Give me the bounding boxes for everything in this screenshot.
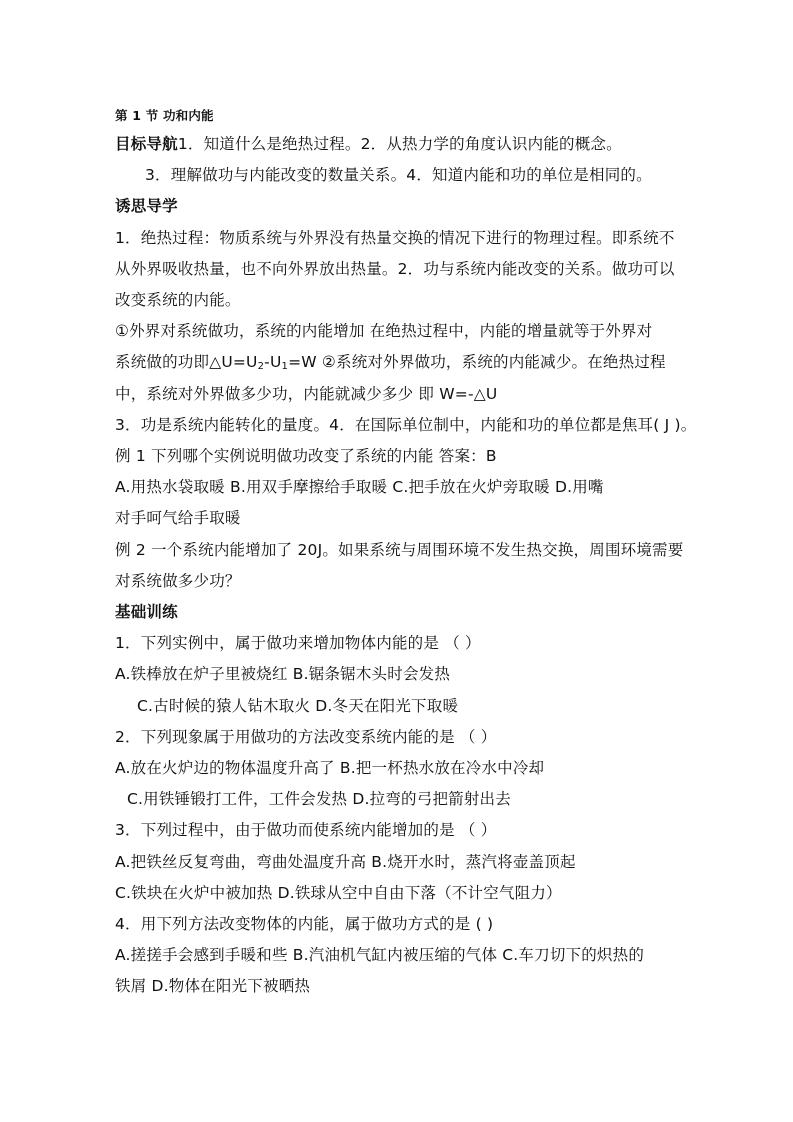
example-2-line-2: 对系统做多少功？ bbox=[115, 571, 241, 590]
goals-line-1 bbox=[115, 129, 685, 160]
question-4-options-line-2: 铁屑 D.物体在阳光下被晒热 bbox=[115, 977, 311, 996]
guide-heading: 诱思导学 bbox=[115, 197, 178, 216]
formula-part-c: =W ②系统对外界做功，系统的内能减少。在绝热过程 bbox=[288, 353, 666, 372]
goals-line-2: 3．理解做功与内能改变的数量关系。4．知道内能和功的单位是相同的。 bbox=[145, 166, 652, 185]
question-3-options-ab: A.把铁丝反复弯曲，弯曲处温度升高 B.烧开水时，蒸汽将壶盖顶起 bbox=[115, 852, 576, 871]
training-heading: 基础训练 bbox=[115, 603, 178, 622]
guide-paragraph-1-line-3: 改变系统的内能。 bbox=[115, 291, 241, 310]
question-3-options-cd: C.铁块在火炉中被加热 D.铁球从空中自由下落（不计空气阻力） bbox=[115, 883, 562, 902]
formula-subscript-1: 1 bbox=[281, 361, 289, 373]
guide-paragraph-2-line-1: ①外界对系统做功，系统的内能增加 在绝热过程中，内能的增量就等于外界对 bbox=[115, 322, 653, 341]
question-3: 3．下列过程中，由于做功而使系统内能增加的是 （ ） bbox=[115, 821, 497, 840]
section-title: 第 1 节 功和内能 bbox=[115, 108, 214, 123]
guide-paragraph-3: 3．功是系统内能转化的量度。4．在国际单位制中，内能和功的单位都是焦耳( J )。 bbox=[115, 415, 697, 434]
example-1-options-line-2: 对手呵气给手取暖 bbox=[115, 509, 241, 528]
question-1-options-cd: C.古时候的猿人钻木取火 D.冬天在阳光下取暖 bbox=[137, 696, 459, 715]
goals-text-1: 1．知道什么是绝热过程。2．从热力学的角度认识内能的概念。 bbox=[177, 135, 622, 153]
guide-paragraph-2-line-3: 中，系统对外界做多少功，内能就减少多少 即 W=-△U bbox=[115, 384, 498, 403]
document-content bbox=[115, 103, 697, 1003]
question-2: 2．下列现象属于用做功的方法改变系统内能的是 （ ） bbox=[115, 727, 497, 746]
question-1-options-ab: A.铁棒放在炉子里被烧红 B.锯条锯木头时会发热 bbox=[115, 665, 451, 684]
example-1-question: 例 1 下列哪个实例说明做功改变了系统的内能 答案：B bbox=[115, 447, 497, 466]
formula-part-b: -U bbox=[264, 353, 282, 372]
question-2-options-cd: C.用铁锤锻打工件，工件会发热 D.拉弯的弓把箭射出去 bbox=[127, 790, 511, 809]
guide-paragraph-1-line-2: 从外界吸收热量，也不向外界放出热量。2．功与系统内能改变的关系。做功可以 bbox=[115, 259, 675, 278]
question-2-options-ab: A.放在火炉边的物体温度升高了 B.把一杯热水放在冷水中冷却 bbox=[115, 759, 545, 778]
formula-part-a: 系统做的功即△U=U bbox=[115, 353, 258, 372]
question-4: 4．用下列方法改变物体的内能，属于做功方式的是 ( ) bbox=[115, 915, 494, 934]
example-1-options-line-1: A.用热水袋取暖 B.用双手摩擦给手取暖 C.把手放在火炉旁取暖 D.用嘴 bbox=[115, 478, 604, 497]
guide-paragraph-1-line-1: 1．绝热过程：物质系统与外界没有热量交换的情况下进行的物理过程。即系统不 bbox=[115, 228, 675, 247]
guide-paragraph-2-line-2 bbox=[115, 347, 685, 378]
goals-label: 目标导航 bbox=[115, 135, 178, 153]
formula-subscript-2: 2 bbox=[257, 361, 265, 373]
example-2-line-1: 例 2 一个系统内能增加了 20J。如果系统与周围环境不发生热交换，周围环境需要 bbox=[115, 540, 684, 559]
question-1: 1．下列实例中，属于做功来增加物体内能的是 （ ） bbox=[115, 634, 481, 653]
question-4-options-line-1: A.搓搓手会感到手暖和些 B.汽油机气缸内被压缩的气体 C.车刀切下的炽热的 bbox=[115, 946, 645, 965]
